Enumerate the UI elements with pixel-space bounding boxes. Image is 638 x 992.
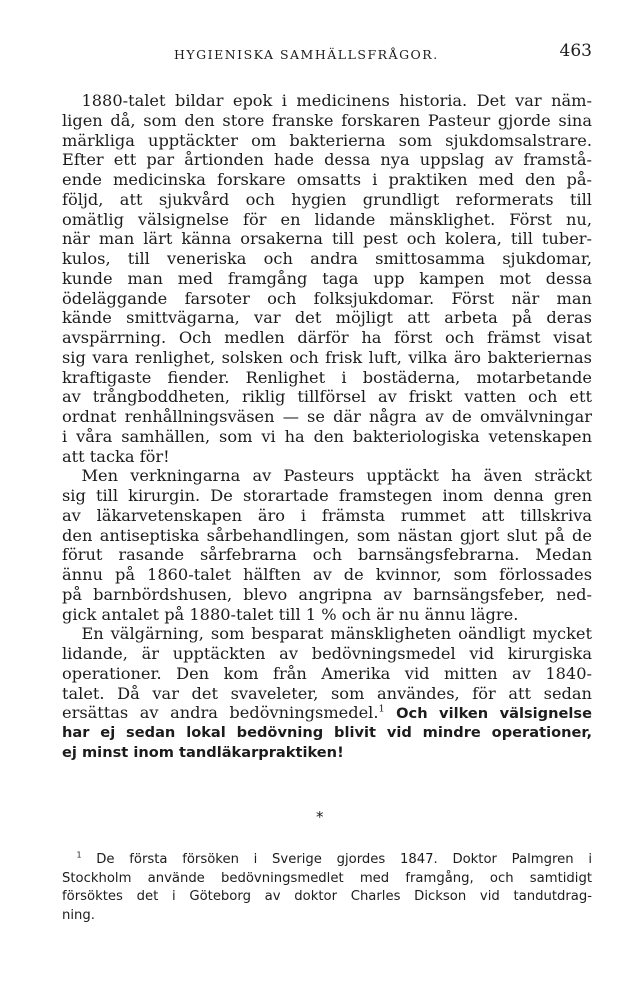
running-head — [62, 40, 592, 64]
footnote-line: ning. — [62, 907, 95, 923]
text-line: kunde man med framgång taga upp kampen mot dessa — [62, 268, 592, 288]
text-line: kraftigaste fiender. Renlighet i bostäderna, motarbetande — [62, 367, 592, 387]
text-line: följd, att sjukvård och hygien grundligt reformerats till — [62, 189, 592, 209]
text-line: när man lärt känna orsakerna till pest och kolera, till tuber- — [62, 229, 592, 249]
text-line: sig till kirurgin. De storartade framstegen inom denna gren — [62, 486, 592, 505]
text-line: på barnbördshusen, blevo angripna av barnsängsfeber, ned- — [62, 584, 592, 604]
text-line: ordnat renhållningsväsen — se där några av de omvälvningar — [62, 407, 592, 426]
text-line: att tacka för! — [62, 446, 170, 466]
footnote-reference[interactable]: 1 — [378, 703, 385, 715]
text-line: Men verkningarna av Pasteurs upptäckt ha även sträckt — [81, 466, 592, 486]
text-line: den antiseptiska sårbehandlingen, som nästan gjort slut på de — [62, 525, 592, 545]
text-line: gick antalet på 1880-talet till 1 % och är nu ännu lägre. — [62, 604, 519, 624]
text-line: operationer. Den kom från Amerika vid mitten av 1840- — [62, 663, 592, 683]
text-line: 1880-talet bildar epok i medicinens historia. Det var näm- — [81, 91, 592, 110]
footnote-line: försöktes det i Göteborg av doktor Charles Dickson vid tandutdrag- — [62, 889, 592, 904]
text-line: märkliga upptäckter om bakterierna som sjukdomsalstrare. — [62, 130, 592, 150]
text-line: i våra samhällen, som vi ha den bakteriologiska vetenskapen — [62, 426, 592, 446]
footnotes — [62, 851, 592, 925]
text-line: avspärrning. Och medlen därför ha först och främst visat — [62, 328, 592, 347]
text-line: förut rasande sårfebrarna och barnsängsfebrarna. Medan — [62, 545, 592, 565]
text-line: omätlig välsignelse för en lidande mänsklighet. Först nu, — [62, 209, 592, 229]
text-line: ende medicinska forskare omsatts i praktiken med den på- — [62, 170, 592, 189]
text-line: En välgärning, som besparat mänskligheten oändligt mycket — [81, 624, 592, 644]
text-line: sig vara renlighet, solsken och frisk luft, vilka äro bakteriernas — [62, 347, 592, 367]
text-line: kände smittvägarna, var det möjligt att arbeta på deras — [62, 308, 592, 328]
footnote-text: De första försöken i Sverige gjordes 1847. Doktor Palmgren i — [96, 852, 592, 867]
text-line-bold: har ej sedan lokal bedövning blivit vid mindre operationer, — [62, 724, 592, 741]
text-segment-bold: Och vilken välsignelse — [384, 705, 592, 723]
text-line: Efter ett par årtionden hade dessa nya uppslag av framstå- — [62, 150, 592, 170]
text-line: ligen då, som den store franske forskaren Pasteur gjorde sina — [62, 110, 592, 130]
running-head-title: HYGIENISKA SAMHÄLLSFRÅGOR. — [174, 47, 439, 62]
text-line: ödeläggande farsoter och folksjukdomar. Först när man — [62, 288, 592, 308]
text-line: av trångboddheten, riklig tillförsel av friskt vatten och ett — [62, 387, 592, 407]
text-segment: ersättas av andra bedövningsmedel. — [62, 703, 379, 723]
page-number: 463 — [559, 41, 592, 61]
footnote-line: Stockholm använde bedövningsmedlet med framgång, och samtidigt — [62, 870, 592, 886]
text-line-with-footnote — [62, 703, 592, 723]
text-line: av läkarvetenskapen äro i främsta rummet att tillskriva — [62, 505, 592, 525]
text-line: talet. Då var det svaveleter, som användes, för att sedan — [62, 683, 592, 703]
footnote-line — [62, 851, 592, 870]
text-line: kulos, till veneriska och andra smittosamma sjukdomar, — [62, 249, 592, 268]
body-text — [62, 91, 592, 763]
text-line: lidande, är upptäckten av bedövningsmedel vid kirurgiska — [62, 644, 592, 663]
text-line-bold: ej minst inom tandläkarpraktiken! — [62, 743, 344, 761]
text-line: ännu på 1860-talet hälften av de kvinnor, som förlossades — [62, 565, 592, 584]
footnote-mark: 1 — [76, 850, 82, 860]
section-separator: * — [316, 808, 324, 826]
